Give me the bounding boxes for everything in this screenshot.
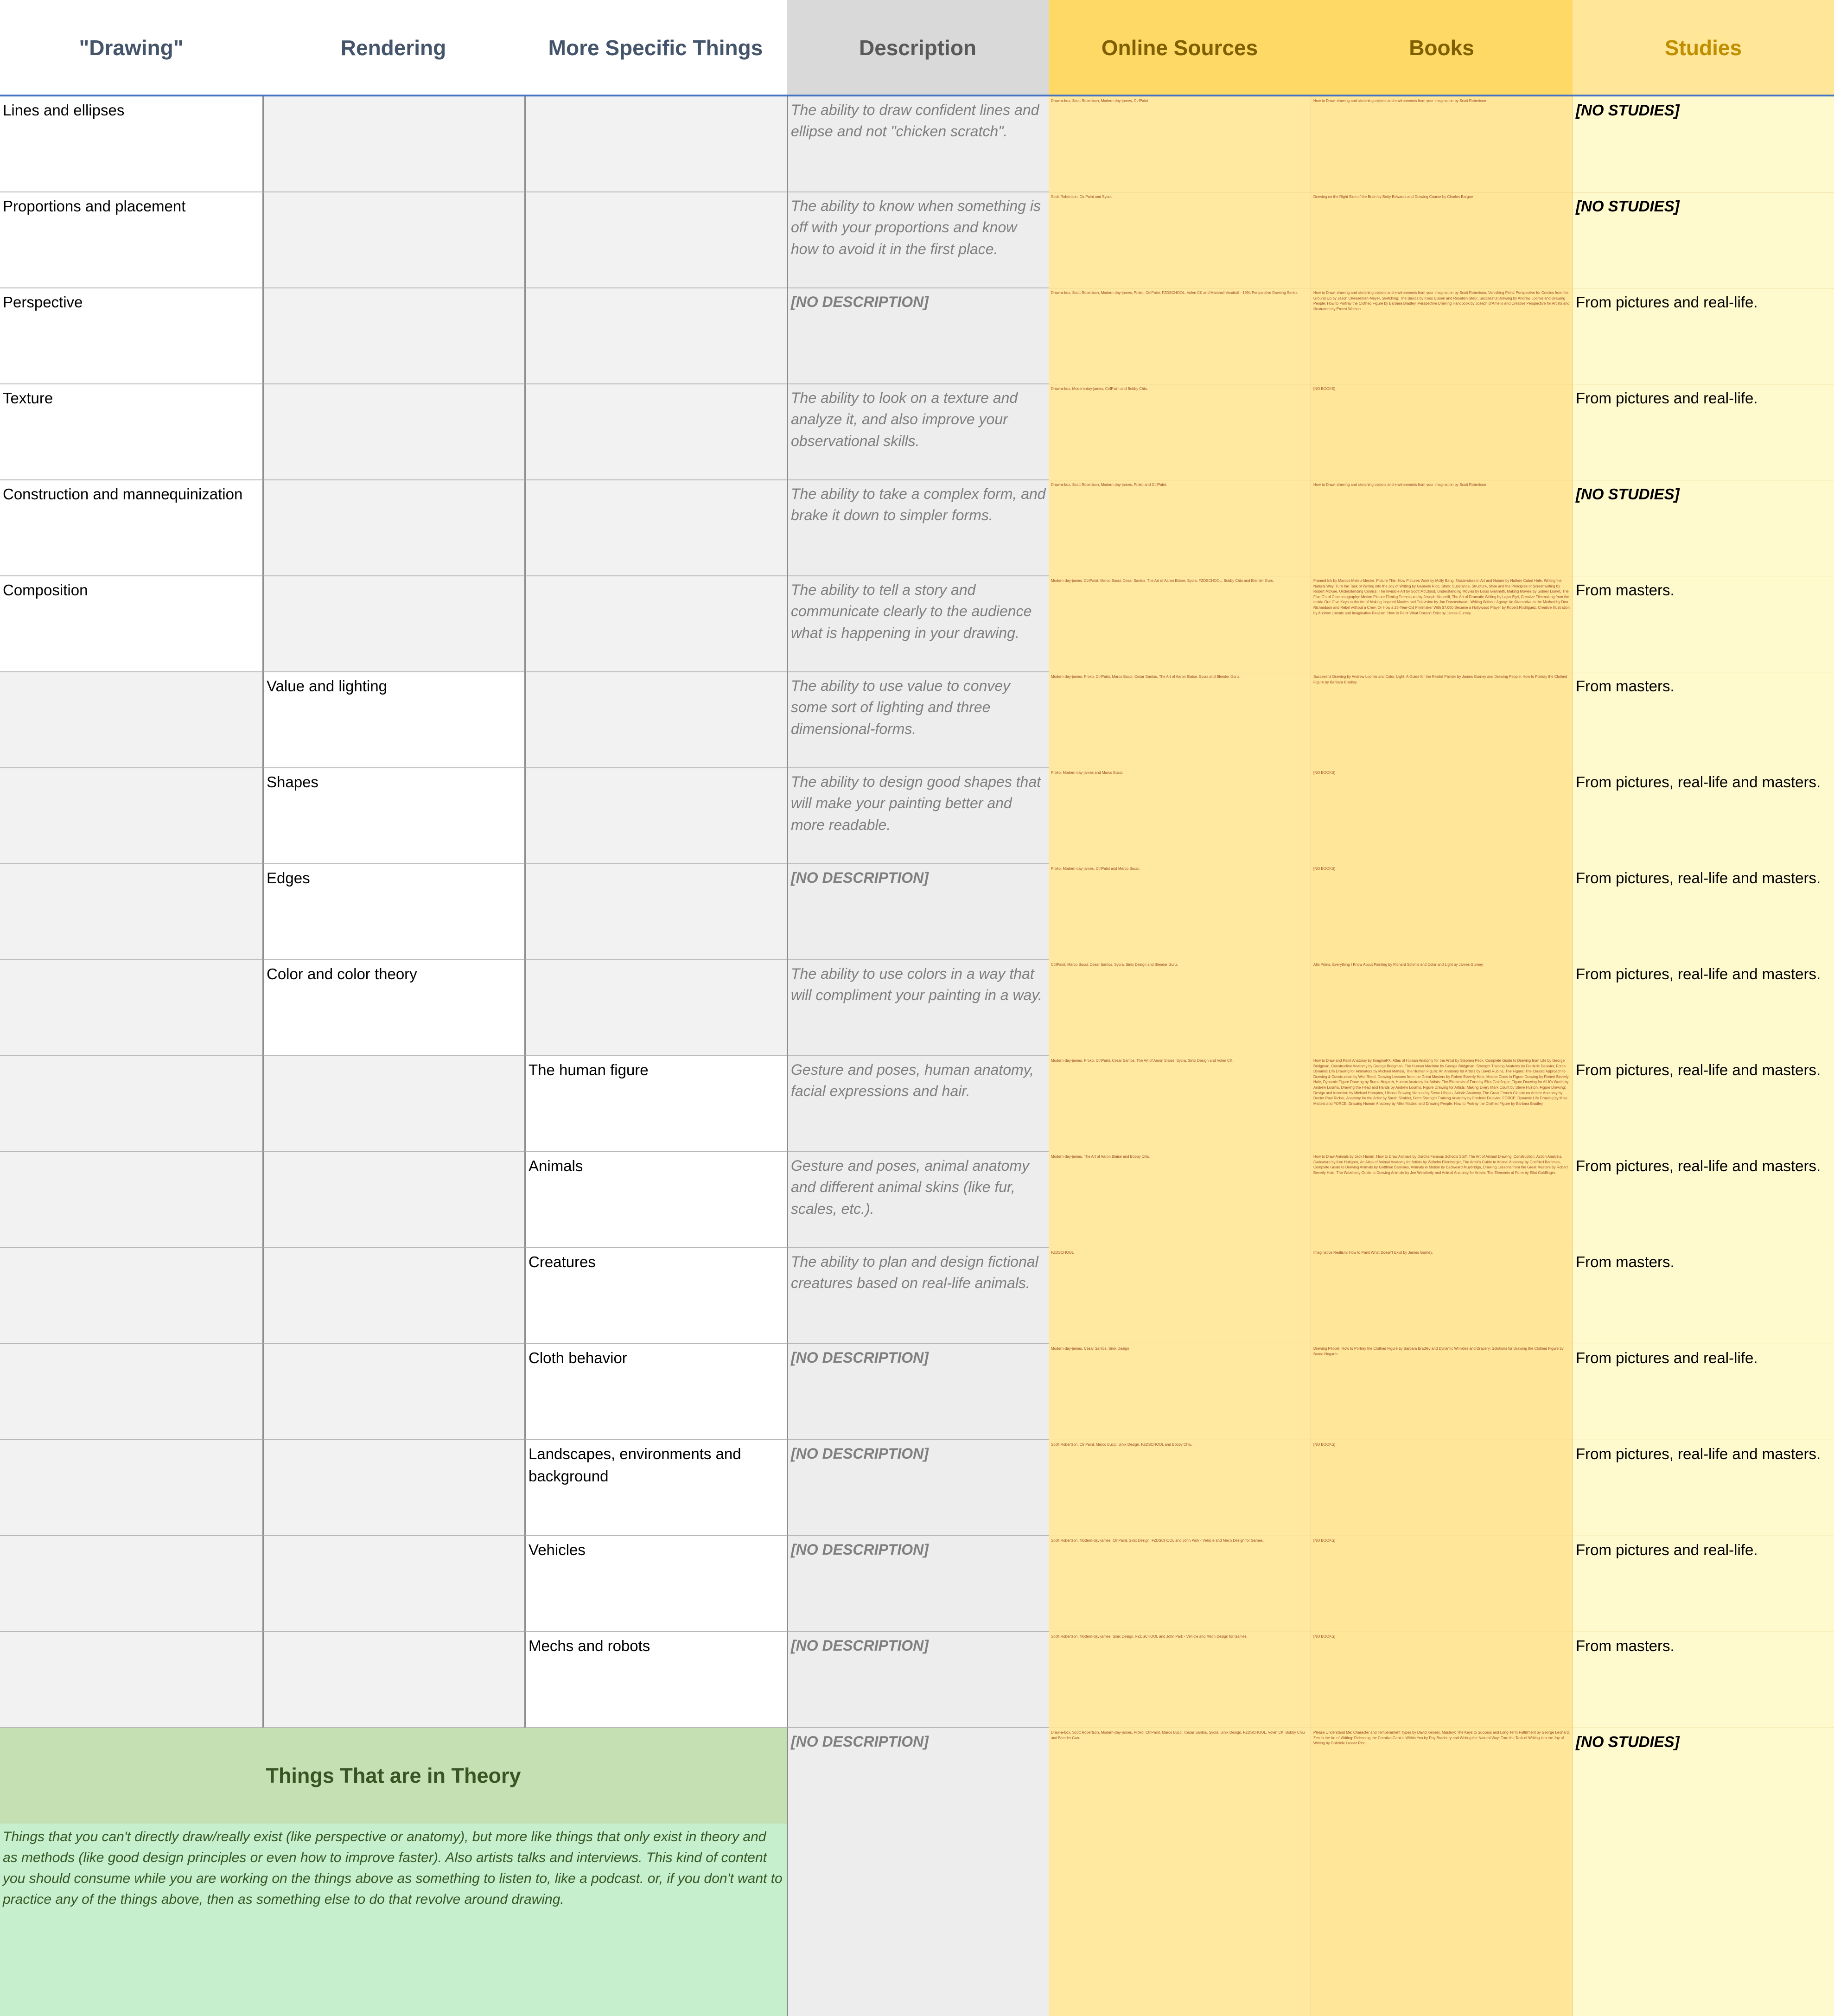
studies-cell[interactable]: From pictures, real-life and masters. xyxy=(1573,1056,1834,1152)
empty-cell[interactable] xyxy=(0,672,262,768)
empty-cell[interactable] xyxy=(262,1536,524,1632)
online-sources-cell[interactable]: Scott Robertson, Modern-day-james, Sinix Design, FZDSCHOOL and John Park - Vehicle and Mech Design for Games. xyxy=(1049,1632,1311,1728)
description-cell[interactable]: [NO DESCRIPTION] xyxy=(787,1536,1049,1632)
books-cell[interactable]: How to Draw and Paint Anatomy by ImagineFX, Atlas of Human Anatomy for the Artist by Stephen Peck, Complete Guide to Drawing from Life by George Bridgman, Constructive Anatomy by George Bridgman, The Human Machine by George Bridgman, Strength Training Anatomy by Frederic Delavier, Force Dynamic Life Drawing for Animators by Michael Mattesi, The Human Figure: An Anatomy for Artists by David Rubins, The Figure: The Classic Approach to Drawing & Construction by Walt Reed, Drawing Lessons from the Great Masters by Robert Beverly Hale, Master Class in Figure Drawing by Robert Beverly Hale, Dynamic Figure Drawing by Burne Hogarth, Human Anatomy for Artists: The Elements of Form by Eliot Goldfinger, Figure Drawing for All It's Worth by Andrew Loomis, Drawing the Head and Hands by Andrew Loomis, Figure Drawing for Artists: Making Every Mark Count by Steve Huston, Figure Drawing: Design and Invention by Michael Hampton, Ulbpsu Drawing Manual by Steve Ulbpsu, Artistic Anatomy, The Great French Classic on Artistic Anatomy by Doctor Paul Richer, Anatomy for the Artist by Sarah Simblet, Form Strength Training Anatomy by Frederic Delavier, FORCE: Dynamic Life Drawing by Mike Mattesi and FORCE: Drawing Human Anatomy by Mike Mattesi and Drawing People: How to Portray the Clothed Figure by Barbara Bradley. xyxy=(1311,1056,1573,1152)
topic-cell-creatures[interactable]: Creatures xyxy=(524,1248,787,1344)
studies-cell[interactable]: From pictures and real-life. xyxy=(1573,1536,1834,1632)
studies-cell[interactable]: From pictures, real-life and masters. xyxy=(1573,1440,1834,1536)
empty-cell[interactable] xyxy=(262,1056,524,1152)
online-sources-cell[interactable]: Modern-day-james, Proko, CtrlPaint, Cesar Santos, The Art of Aaron Blaise, Sycra, Sinix Design and Volen CK. xyxy=(1049,1056,1311,1152)
theory-books[interactable]: Please Understand Me: Character and Temperament Types by David Keirsey, Mastery: The Keys to Success and Long-Term Fulfillment by George Leonard, Zen in the Art of Writing: Releasing the Creative Genius Within You by Ray Bradbury and Writing the Natural Way: Turn the Task of Writing into the Joy of Writing by Gabriele Lusser Rico. xyxy=(1311,1728,1573,2016)
studies-cell[interactable]: From masters. xyxy=(1573,576,1834,672)
header-description[interactable]: Description xyxy=(787,0,1049,96)
books-cell[interactable]: Successful Drawing by Andrew Loomis and Color, Light: A Guide for the Realist Painter by James Gurney and Drawing People: How to Portray the Clothed Figure by Barbara Bradley. xyxy=(1311,672,1573,768)
studies-cell[interactable]: [NO STUDIES] xyxy=(1573,480,1834,576)
empty-cell[interactable] xyxy=(0,1152,262,1248)
online-sources-cell[interactable]: Scott Robertson, CtrlPaint, Marco Bucci, Sinix Design, FZDSCHOOL and Bobby Chiu. xyxy=(1049,1440,1311,1536)
books-cell[interactable]: How to Draw Animals by Jack Hamm, How to Draw Animals by Dorcha Famous Schools Staff, The Art of Animal Drawing: Construction, Action Analysis, Caricature by Ken Hultgren, An Atlas of Animal Anatomy for Artists by Wilhelm Ellenberger, The Artist's Guide to Animal Anatomy by Gottfried Bammes, Complete Guide to Drawing Animals by Gottfried Bammes, Animals in Motion by Eadweard Muybridge, Drawing Lessons from the Great Masters by Robert Beverly Hale, The Weatherly Guide to Drawing Animals by Joe Weatherly and Animal Anatomy for Artists: The Elements of Form by Eliot Goldfinger. xyxy=(1311,1152,1573,1248)
studies-cell[interactable]: From pictures, real-life and masters. xyxy=(1573,1152,1834,1248)
empty-cell[interactable] xyxy=(524,960,787,1056)
empty-cell[interactable] xyxy=(0,960,262,1056)
empty-cell[interactable] xyxy=(262,1632,524,1728)
description-cell[interactable]: The ability to design good shapes that will make your painting better and more readable. xyxy=(787,768,1049,864)
studies-cell[interactable]: From masters. xyxy=(1573,1248,1834,1344)
books-cell[interactable]: Framed Ink by Marcos Mateu-Mestre, Picture This: How Pictures Work by Molly Bang, Masterclass in Art and Nature by Nathan Cabot Hale, Writing the Natural Way, Turn the Task of Writing into the Joy of Writing by Gabriele Rico, Story: Substance, Structure, Style and the Principles of Screenwriting by Robert McKee, Understanding Comics: The Invisible Art by Scott McCloud, Understanding Movies by Louis Giannetti, Making Movies by Sidney Lumet, The Five C's of Cinematography: Motion Picture Filming Techniques by Joseph Mascelli, The Art of Dramatic Writing by Lajos Egri, Creative Filmmaking from the Inside Out: Five Keys to the Art of Making Inspired Movies and Television by Jon Dannenbaum, Writing Without Agony: An Alternative to the Method by Don Richardson and Rebel without a Crew: Or How a 23-Year-Old Filmmaker With $7,000 Became a Hollywood Player by Robert Rodriguez, Creative Illustration by Andrew Loomis and Imaginative Realism: How to Paint What Doesn't Exist by James Gurney. xyxy=(1311,576,1573,672)
books-cell[interactable]: How to Draw: drawing and sketching objects and environments from your imagination by Scott Robertson xyxy=(1311,96,1573,192)
empty-cell[interactable] xyxy=(0,1632,262,1728)
description-cell[interactable]: [NO DESCRIPTION] xyxy=(787,864,1049,960)
online-sources-cell[interactable]: Scott Robertson, CtrlPaint and Sycra. xyxy=(1049,192,1311,288)
online-sources-cell[interactable]: Draw-a-box, Modern-day-james, CtrlPaint and Bobby Chiu. xyxy=(1049,384,1311,480)
books-cell[interactable]: Drawing People: How to Portray the Clothed Figure by Barbara Bradley and Dynamic Wrinkles and Drapery: Solutions for Drawing the Clothed Figure by Burne Hogarth xyxy=(1311,1344,1573,1440)
studies-cell[interactable]: From pictures and real-life. xyxy=(1573,384,1834,480)
online-sources-cell[interactable]: Scott Robertson, Modern-day-james, CtrlPaint, Sinix Design, FZDSCHOOL and John Park - Vehicle and Mech Design for Games. xyxy=(1049,1536,1311,1632)
books-cell[interactable]: [NO BOOKS] xyxy=(1311,768,1573,864)
empty-cell[interactable] xyxy=(262,1248,524,1344)
description-cell[interactable]: [NO DESCRIPTION] xyxy=(787,1440,1049,1536)
online-sources-cell[interactable]: FZDSCHOOL xyxy=(1049,1248,1311,1344)
empty-cell[interactable] xyxy=(0,1536,262,1632)
empty-cell[interactable] xyxy=(262,1344,524,1440)
books-cell[interactable]: Imaginative Realism: How to Paint What Doesn't Exist by James Gurney. xyxy=(1311,1248,1573,1344)
online-sources-cell[interactable]: Draw-a-box, Scott Robertson, Modern-day-james, Proko and CtrlPaint. xyxy=(1049,480,1311,576)
description-cell[interactable]: Gesture and poses, human anatomy, facial expressions and hair. xyxy=(787,1056,1049,1152)
empty-cell[interactable] xyxy=(262,1152,524,1248)
studies-cell[interactable]: From pictures and real-life. xyxy=(1573,1344,1834,1440)
empty-cell[interactable] xyxy=(262,480,524,576)
empty-cell[interactable] xyxy=(524,864,787,960)
online-sources-cell[interactable]: Modern-day-james, Proko, CtrlPaint, Marco Bucci, Cesar Santos, The Art of Aaron Blaise, Sycra and Blender Guru. xyxy=(1049,672,1311,768)
description-cell[interactable]: [NO DESCRIPTION] xyxy=(787,1344,1049,1440)
theory-online-sources[interactable]: Draw-a-box, Scott Robertson, Modern-day-james, Proko, CtrlPaint, Marco Bucci, Cesar Santos, Sycra, Sinix Design, FZDSCHOOL, Volen CK, Bobby Chiu and Blender Guru. xyxy=(1049,1728,1311,2016)
studies-cell[interactable]: [NO STUDIES] xyxy=(1573,96,1834,192)
empty-cell[interactable] xyxy=(0,1056,262,1152)
description-cell[interactable]: The ability to take a complex form, and brake it down to simpler forms. xyxy=(787,480,1049,576)
online-sources-cell[interactable]: Modern-day-james, CtrlPaint, Marco Bucci, Cesar Santos, The Art of Aaron Blaise, Sycra, FZDSCHOOL, Bobby Chiu and Blender Guru. xyxy=(1049,576,1311,672)
description-cell[interactable]: The ability to use value to convey some sort of lighting and three dimensional-forms. xyxy=(787,672,1049,768)
empty-cell[interactable] xyxy=(524,576,787,672)
description-cell[interactable]: The ability to look on a texture and analyze it, and also improve your observational skills. xyxy=(787,384,1049,480)
studies-cell[interactable]: From masters. xyxy=(1573,672,1834,768)
topic-cell-landscapes-environments-and-background[interactable]: Landscapes, environments and background xyxy=(524,1440,787,1536)
topic-cell-composition[interactable]: Composition xyxy=(0,576,262,672)
studies-cell[interactable]: From pictures, real-life and masters. xyxy=(1573,864,1834,960)
books-cell[interactable]: [NO BOOKS] xyxy=(1311,1632,1573,1728)
description-cell[interactable]: The ability to know when something is off with your proportions and know how to avoid it in the first place. xyxy=(787,192,1049,288)
empty-cell[interactable] xyxy=(0,1344,262,1440)
theory-body[interactable]: Things that you can't directly draw/really exist (like perspective or anatomy), but more like things that only exist in theory and as methods (like good design principles or even how to improve faster). Also artists talks and interviews. This kind of content you should consume while you are working on the things above as something to listen to, like a podcast. or, if you don't want to practice any of the things above, then as something else to do that revolve around drawing. xyxy=(0,1824,787,2016)
books-cell[interactable]: [NO BOOKS] xyxy=(1311,864,1573,960)
topic-cell-perspective[interactable]: Perspective xyxy=(0,288,262,384)
header-online-sources[interactable]: Online Sources xyxy=(1049,0,1311,96)
empty-cell[interactable] xyxy=(262,192,524,288)
online-sources-cell[interactable]: Proko, Modern-day-james, CtrlPaint and Marco Bucci. xyxy=(1049,864,1311,960)
online-sources-cell[interactable]: Draw-a-box, Scott Robertson, Modern-day-james, CtrlPaint xyxy=(1049,96,1311,192)
topic-cell-animals[interactable]: Animals xyxy=(524,1152,787,1248)
empty-cell[interactable] xyxy=(0,864,262,960)
topic-cell-shapes[interactable]: Shapes xyxy=(262,768,524,864)
header-drawing[interactable]: "Drawing" xyxy=(0,0,262,96)
header-more-specific-things[interactable]: More Specific Things xyxy=(524,0,787,96)
header-studies[interactable]: Studies xyxy=(1573,0,1834,96)
empty-cell[interactable] xyxy=(262,1440,524,1536)
topic-cell-mechs-and-robots[interactable]: Mechs and robots xyxy=(524,1632,787,1728)
books-cell[interactable]: How to Draw: drawing and sketching objects and environments from your imagination by Scott Robertson xyxy=(1311,480,1573,576)
online-sources-cell[interactable]: Proko, Modern-day-james and Marco Bucci. xyxy=(1049,768,1311,864)
empty-cell[interactable] xyxy=(0,1248,262,1344)
books-cell[interactable]: [NO BOOKS] xyxy=(1311,1440,1573,1536)
empty-cell[interactable] xyxy=(262,576,524,672)
empty-cell[interactable] xyxy=(524,96,787,192)
empty-cell[interactable] xyxy=(262,96,524,192)
books-cell[interactable]: How to Draw: drawing and sketching objects and environments from your imagination by Scott Robertson, Vanishing Point: Perspective for Comics from the Ground Up by Jason Cheeseman-Meyer, Sketching: The Basics by Koos Eissen and Roselien Steur, Successful Drawing by Andrew Loomis and Drawing People: How to Portray the Clothed Figure by Barbara Bradley, Perspective Drawing Handbook by Joseph D'Amelio and Creative Perspective for Artists and Illustrators by Ernest Watson. xyxy=(1311,288,1573,384)
topic-cell-color-and-color-theory[interactable]: Color and color theory xyxy=(262,960,524,1056)
theory-description[interactable]: [NO DESCRIPTION] xyxy=(787,1728,1049,2016)
topic-cell-value-and-lighting[interactable]: Value and lighting xyxy=(262,672,524,768)
books-cell[interactable]: Drawing on the Right Side of the Brain by Betty Edwards and Drawing Course by Charles Bargue xyxy=(1311,192,1573,288)
header-books[interactable]: Books xyxy=(1311,0,1573,96)
online-sources-cell[interactable]: Draw-a-box, Scott Robertson, Modern-day-james, Proko, CtrlPaint, FZDSCHOOL, Volen CK and Marshall Vandruff - 1994 Perspective Drawing Series. xyxy=(1049,288,1311,384)
empty-cell[interactable] xyxy=(0,768,262,864)
topic-cell-edges[interactable]: Edges xyxy=(262,864,524,960)
topic-cell-cloth-behavior[interactable]: Cloth behavior xyxy=(524,1344,787,1440)
books-cell[interactable]: [NO BOOKS] xyxy=(1311,384,1573,480)
empty-cell[interactable] xyxy=(262,288,524,384)
studies-cell[interactable]: [NO STUDIES] xyxy=(1573,192,1834,288)
topic-cell-lines-and-ellipses[interactable]: Lines and ellipses xyxy=(0,96,262,192)
empty-cell[interactable] xyxy=(524,192,787,288)
empty-cell[interactable] xyxy=(524,672,787,768)
online-sources-cell[interactable]: Modern-day-james, The Art of Aaron Blaise and Bobby Chiu. xyxy=(1049,1152,1311,1248)
theory-title[interactable]: Things That are in Theory xyxy=(0,1728,787,1824)
books-cell[interactable]: Alla Prima, Everything I Know About Painting by Richard Schmid and Color and Light by James Gurney. xyxy=(1311,960,1573,1056)
description-cell[interactable]: The ability to plan and design fictional creatures based on real-life animals. xyxy=(787,1248,1049,1344)
theory-studies[interactable]: [NO STUDIES] xyxy=(1573,1728,1834,2016)
description-cell[interactable]: Gesture and poses, animal anatomy and different animal skins (like fur, scales, etc.). xyxy=(787,1152,1049,1248)
topic-cell-construction-and-mannequinization[interactable]: Construction and mannequinization xyxy=(0,480,262,576)
studies-cell[interactable]: From pictures, real-life and masters. xyxy=(1573,768,1834,864)
description-cell[interactable]: The ability to tell a story and communicate clearly to the audience what is happening in your drawing. xyxy=(787,576,1049,672)
description-cell[interactable]: [NO DESCRIPTION] xyxy=(787,288,1049,384)
online-sources-cell[interactable]: CtrlPaint, Marco Bucci, Cesar Santos, Sycra, Sinix Design and Blender Guru. xyxy=(1049,960,1311,1056)
empty-cell[interactable] xyxy=(524,480,787,576)
empty-cell[interactable] xyxy=(262,384,524,480)
empty-cell[interactable] xyxy=(524,384,787,480)
studies-cell[interactable]: From masters. xyxy=(1573,1632,1834,1728)
empty-cell[interactable] xyxy=(0,1440,262,1536)
topic-cell-texture[interactable]: Texture xyxy=(0,384,262,480)
empty-cell[interactable] xyxy=(524,768,787,864)
online-sources-cell[interactable]: Modern-day-james, Cesar Santos, Sinix Design xyxy=(1049,1344,1311,1440)
topic-cell-vehicles[interactable]: Vehicles xyxy=(524,1536,787,1632)
empty-cell[interactable] xyxy=(524,288,787,384)
description-cell[interactable]: The ability to use colors in a way that will compliment your painting in a way. xyxy=(787,960,1049,1056)
books-cell[interactable]: [NO BOOKS] xyxy=(1311,1536,1573,1632)
description-cell[interactable]: The ability to draw confident lines and ellipse and not "chicken scratch". xyxy=(787,96,1049,192)
header-rendering[interactable]: Rendering xyxy=(262,0,524,96)
topic-cell-the-human-figure[interactable]: The human figure xyxy=(524,1056,787,1152)
studies-cell[interactable]: From pictures and real-life. xyxy=(1573,288,1834,384)
description-cell[interactable]: [NO DESCRIPTION] xyxy=(787,1632,1049,1728)
studies-cell[interactable]: From pictures, real-life and masters. xyxy=(1573,960,1834,1056)
topic-cell-proportions-and-placement[interactable]: Proportions and placement xyxy=(0,192,262,288)
